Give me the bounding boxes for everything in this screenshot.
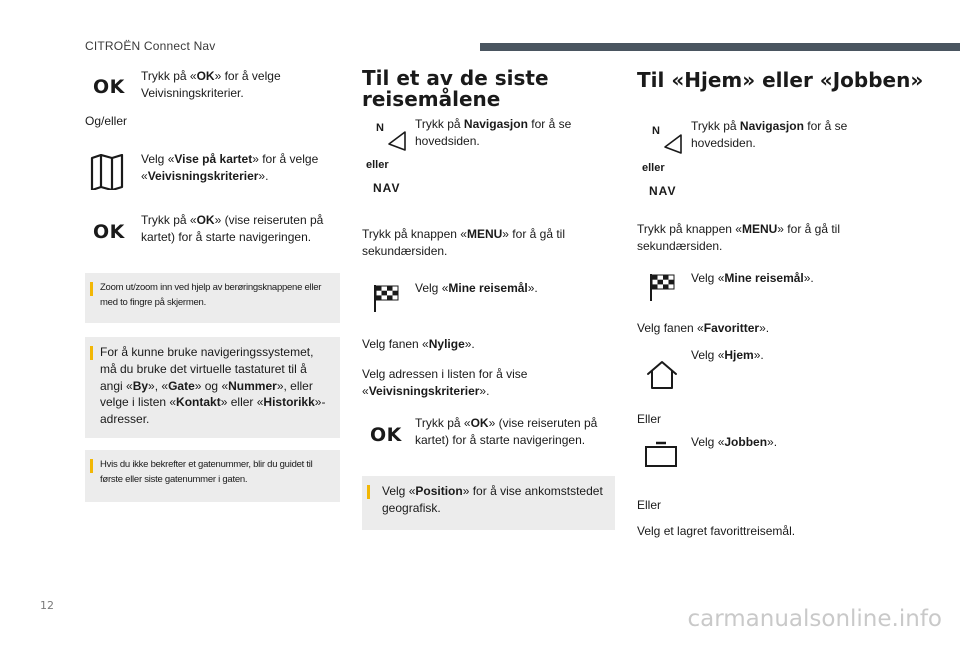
col3-step5: Velg «Hjem». <box>691 348 764 362</box>
map-icon <box>90 154 124 190</box>
nav-button-icon: NAV <box>649 184 677 198</box>
ok-button-icon: OK <box>370 424 402 446</box>
note-zoom <box>85 273 340 323</box>
nav-north-label: N <box>376 122 384 134</box>
col2-step4: Velg fanen «Nylige». <box>362 337 475 351</box>
col3-or-label: Eller <box>637 412 662 426</box>
col2-step6: Trykk på «OK» (vise reiseruten på kartet) for å starte navigeringen. <box>415 416 598 447</box>
col3-step2: Trykk på knappen «MENU» for å gå til sekundærsiden. <box>637 222 840 253</box>
nav-or-label: eller <box>642 162 665 174</box>
col2-step5: Velg adressen i listen for å vise «Veivisningskriterier». <box>362 367 528 398</box>
col2-step2: Trykk på knappen «MENU» for å gå til sekundærsiden. <box>362 227 565 258</box>
nav-button-icon: NAV <box>373 181 401 195</box>
col3-step4: Velg fanen «Favoritter». <box>637 321 770 335</box>
checkered-flag-icon <box>648 272 676 302</box>
header-bar <box>480 43 960 51</box>
navigation-arrow-icon <box>386 130 408 152</box>
col1-or-label: Og/eller <box>85 114 128 128</box>
ok-button-icon: OK <box>93 221 125 243</box>
col3-final: Velg et lagret favorittreisemål. <box>637 524 796 538</box>
col1-step1: Trykk på «OK» for å velge Veivisningskriterier. <box>141 69 281 100</box>
note-accent-bar <box>90 459 93 473</box>
nav-north-label: N <box>652 125 660 137</box>
col2-step1: Trykk på Navigasjon for å se hovedsiden. <box>415 117 572 148</box>
col2-heading: Til et av de siste reisemålene <box>362 66 549 111</box>
note-position-text: Velg «Position» for å vise ankomststedet geografisk. <box>382 484 603 515</box>
col1-step2: Velg «Vise på kartet» for å velge «Veivisningskriterier». <box>141 152 319 183</box>
running-header-title: CITROËN Connect Nav <box>85 39 216 53</box>
nav-or-label: eller <box>366 159 389 171</box>
note-keyboard-text: For å kunne bruke navigeringssystemet, må du bruke det virtuelle tastaturet til å angi «By», «Gate» og «Nummer», eller velge i listen «Kontakt» eller «Historikk»-adresser. <box>100 345 326 427</box>
ok-button-icon: OK <box>93 76 125 98</box>
col3-step6: Velg «Jobben». <box>691 435 778 449</box>
note-zoom-text: Zoom ut/zoom inn ved hjelp av berøringsknappene eller med to fingre på skjermen. <box>100 282 322 309</box>
col3-step1: Trykk på Navigasjon for å se hovedsiden. <box>691 119 848 150</box>
briefcase-icon <box>644 440 678 468</box>
col3-step3: Velg «Mine reisemål». <box>691 271 814 285</box>
col3-or-label: Eller <box>637 498 662 512</box>
col3-heading: Til «Hjem» eller «Jobben» <box>637 68 924 92</box>
note-accent-bar <box>367 485 370 499</box>
watermark: carmanualsonline.info <box>687 605 942 632</box>
note-accent-bar <box>90 346 93 360</box>
note-street-number <box>85 450 340 502</box>
note-street-number-text: Hvis du ikke bekrefter et gatenummer, blir du guidet til første eller siste gatenummer i gaten. <box>100 459 313 486</box>
note-position <box>362 476 615 530</box>
home-icon <box>646 360 678 390</box>
checkered-flag-icon <box>372 283 400 313</box>
page-number: 12 <box>40 599 54 612</box>
col2-step3: Velg «Mine reisemål». <box>415 281 538 295</box>
col1-step3: Trykk på «OK» (vise reiseruten på kartet) for å starte navigeringen. <box>141 213 324 244</box>
navigation-arrow-icon <box>662 133 684 155</box>
note-keyboard <box>85 337 340 438</box>
note-accent-bar <box>90 282 93 296</box>
